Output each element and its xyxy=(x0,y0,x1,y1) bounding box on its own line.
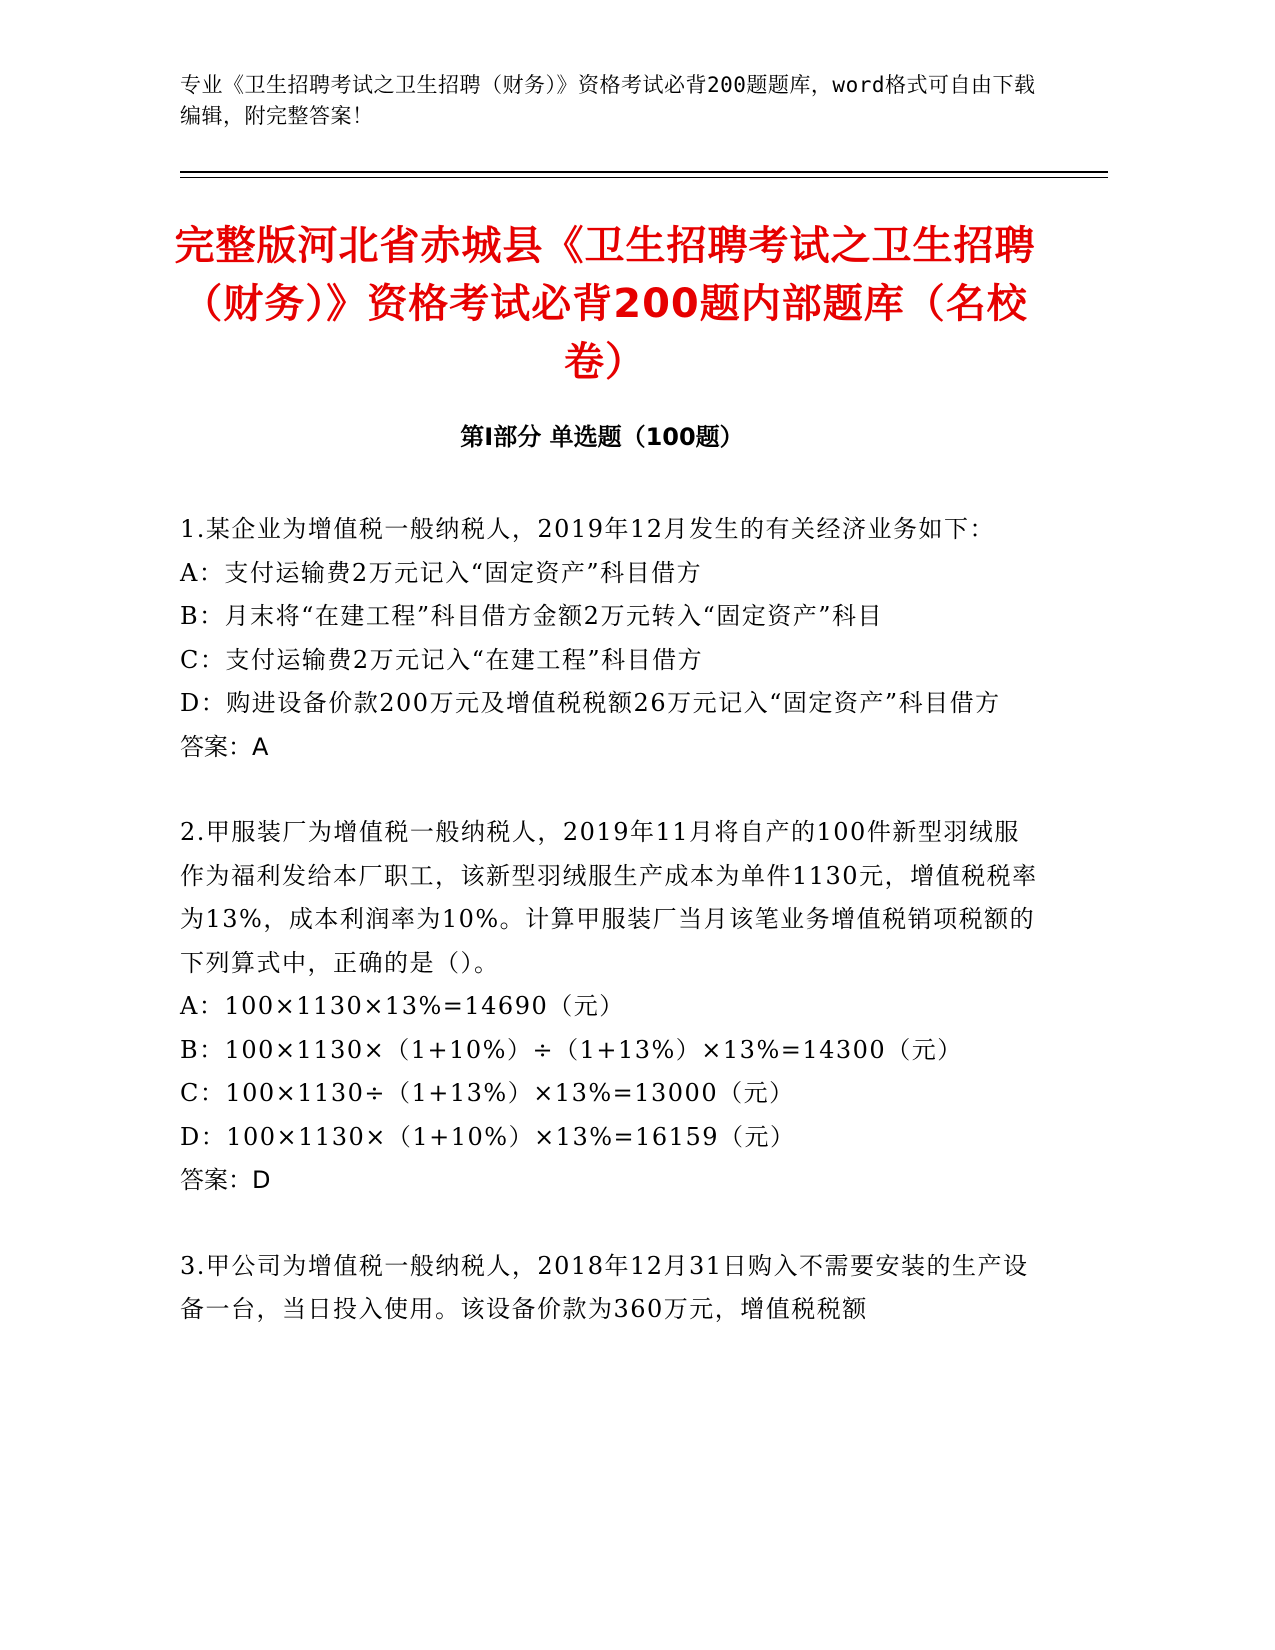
option-d: D：100×1130×（1+10%）×13%=16159（元） xyxy=(180,1122,796,1151)
question-text: 3.甲公司为增值税一般纳税人，2018年12月31日购入不需要安装的生产设备一台，当日投入使用。该设备价款为360万元，增值税税额 xyxy=(180,1251,1029,1323)
option-a: A：支付运输费2万元记入“固定资产”科目借方 xyxy=(180,558,703,587)
question-text: 2.甲服装厂为增值税一般纳税人，2019年11月将自产的100件新型羽绒服作为福利发给本厂职工，该新型羽绒服生产成本为单件1130元，增值税税率为13%，成本利润率为10%。计算甲服装厂当月该笔业务增值税销项税额的下列算式中，正确的是（）。 xyxy=(180,818,1038,977)
question-1 xyxy=(180,508,1040,769)
header-rule-thin xyxy=(180,177,1108,178)
answer-line: 答案：D xyxy=(180,1166,271,1194)
option-c: C：支付运输费2万元记入“在建工程”科目借方 xyxy=(180,645,704,674)
question-text: 1.某企业为增值税一般纳税人，2019年12月发生的有关经济业务如下： xyxy=(180,515,996,543)
option-b: B：月末将“在建工程”科目借方金额2万元转入“固定资产”科目 xyxy=(180,602,883,630)
section-heading: 第Ⅰ部分 单选题（100题） xyxy=(460,423,744,451)
answer-line: 答案：A xyxy=(180,732,269,761)
option-a: A：100×1130×13%=14690（元） xyxy=(180,992,625,1020)
document-title: 完整版河北省赤城县《卫生招聘考试之卫生招聘（财务）》资格考试必背200题内部题库（名校卷） xyxy=(174,223,1036,385)
question-3 xyxy=(180,1245,1040,1332)
question-list xyxy=(180,508,1040,1374)
question-2 xyxy=(180,811,1040,1203)
header-note: 专业《卫生招聘考试之卫生招聘（财务）》资格考试必背200题题库，word格式可自由下载编辑，附完整答案！ xyxy=(180,73,1036,128)
option-c: C：100×1130÷（1+13%）×13%=13000（元） xyxy=(180,1079,795,1107)
option-d: D：购进设备价款200万元及增值税税额26万元记入“固定资产”科目借方 xyxy=(180,689,1001,717)
header-rule-thick xyxy=(180,171,1108,173)
option-b: B：100×1130×（1+10%）÷（1+13%）×13%=14300（元） xyxy=(180,1035,963,1064)
